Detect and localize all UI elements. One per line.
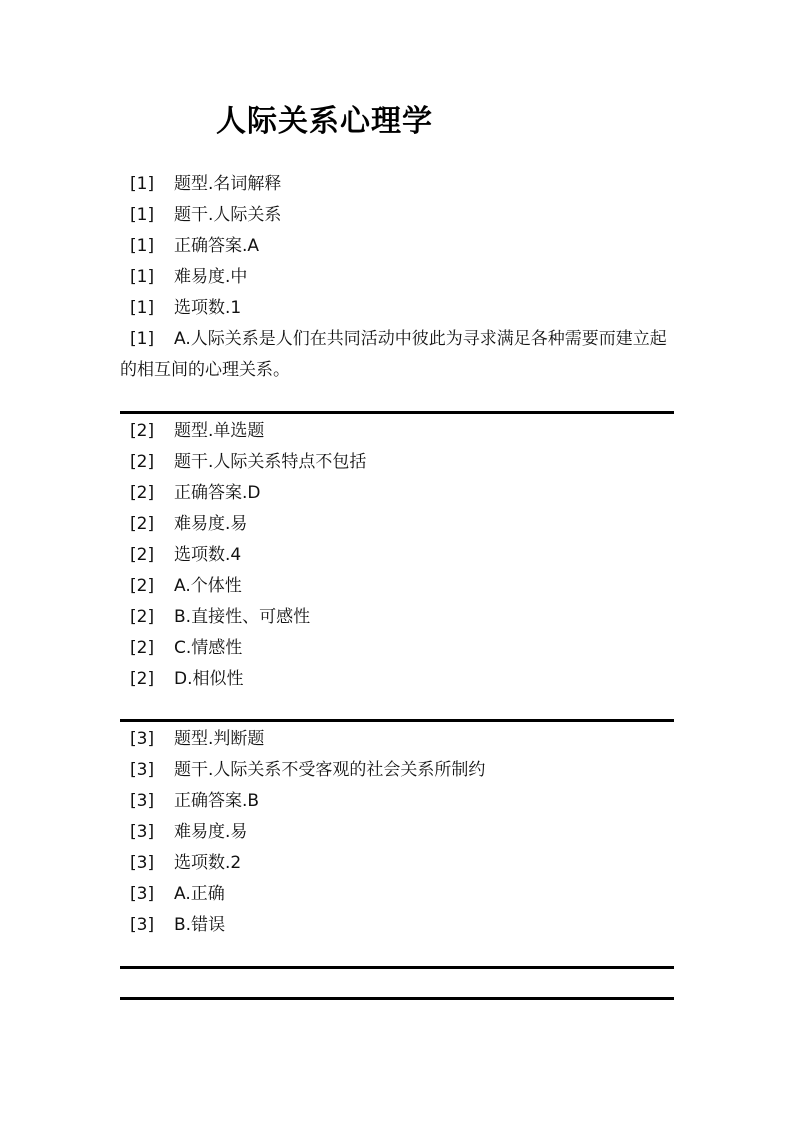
question-number: [3]	[130, 791, 155, 811]
question-text: D.相似性	[174, 669, 244, 689]
question-block-2	[120, 416, 674, 695]
question-line	[120, 293, 674, 324]
question-text: 正确答案.D	[174, 483, 261, 503]
section-divider	[120, 997, 674, 1000]
question-line	[120, 478, 674, 509]
section-divider	[120, 411, 674, 414]
question-line	[120, 447, 674, 478]
question-number: [3]	[130, 853, 155, 873]
question-line	[120, 169, 674, 200]
question-number: [1]	[130, 236, 155, 256]
question-line	[120, 755, 674, 786]
question-number: [2]	[130, 638, 155, 658]
question-text: C.情感性	[174, 638, 243, 658]
question-text: A.正确	[174, 884, 225, 904]
question-text: 难易度.中	[174, 267, 248, 287]
question-number: [2]	[130, 607, 155, 627]
question-text: 题干.人际关系特点不包括	[174, 452, 367, 472]
question-text: 选项数.1	[174, 298, 242, 318]
question-number: [2]	[130, 669, 155, 689]
question-line	[120, 231, 674, 262]
question-line	[120, 664, 674, 695]
question-number: [2]	[130, 421, 155, 441]
question-number: [3]	[130, 884, 155, 904]
question-line	[120, 571, 674, 602]
question-line	[120, 910, 674, 941]
question-number: [3]	[130, 729, 155, 749]
question-number: [2]	[130, 452, 155, 472]
question-number: [2]	[130, 576, 155, 596]
question-line	[120, 509, 674, 540]
question-line	[120, 633, 674, 664]
question-text: 难易度.易	[174, 822, 248, 842]
question-text: 难易度.易	[174, 514, 248, 534]
question-text: A.人际关系是人们在共同活动中彼此为寻求满足各种需要而建立起的相互间的心理关系。	[120, 329, 667, 380]
question-line	[120, 848, 674, 879]
question-line	[120, 602, 674, 633]
question-number: [2]	[130, 483, 155, 503]
question-number: [2]	[130, 545, 155, 565]
question-text: 正确答案.B	[174, 791, 260, 811]
question-number: [2]	[130, 514, 155, 534]
question-number: [1]	[130, 205, 155, 225]
section-divider	[120, 966, 674, 969]
question-text: 题型.判断题	[174, 729, 265, 749]
question-line	[120, 200, 674, 231]
question-number: [1]	[130, 298, 155, 318]
question-text: 题型.名词解释	[174, 174, 282, 194]
section-divider	[120, 719, 674, 722]
question-line-long	[120, 324, 674, 386]
question-text: 正确答案.A	[174, 236, 260, 256]
question-line	[120, 416, 674, 447]
question-block-1	[120, 169, 674, 386]
question-line	[120, 786, 674, 817]
question-line	[120, 817, 674, 848]
question-line	[120, 262, 674, 293]
document-title: 人际关系心理学	[216, 104, 433, 139]
question-line	[120, 879, 674, 910]
question-number: [3]	[130, 760, 155, 780]
question-number: [1]	[130, 174, 155, 194]
question-text: 题干.人际关系不受客观的社会关系所制约	[174, 760, 486, 780]
question-text: 题干.人际关系	[174, 205, 282, 225]
question-text: 选项数.2	[174, 853, 242, 873]
question-text: 题型.单选题	[174, 421, 265, 441]
question-line	[120, 724, 674, 755]
question-text: 选项数.4	[174, 545, 242, 565]
question-number: [3]	[130, 822, 155, 842]
question-number: [3]	[130, 915, 155, 935]
question-text: A.个体性	[174, 576, 242, 596]
question-number: [1]	[130, 329, 155, 349]
question-block-3	[120, 724, 674, 941]
question-line	[120, 540, 674, 571]
question-number: [1]	[130, 267, 155, 287]
question-text: B.错误	[174, 915, 226, 935]
question-text: B.直接性、可感性	[174, 607, 311, 627]
